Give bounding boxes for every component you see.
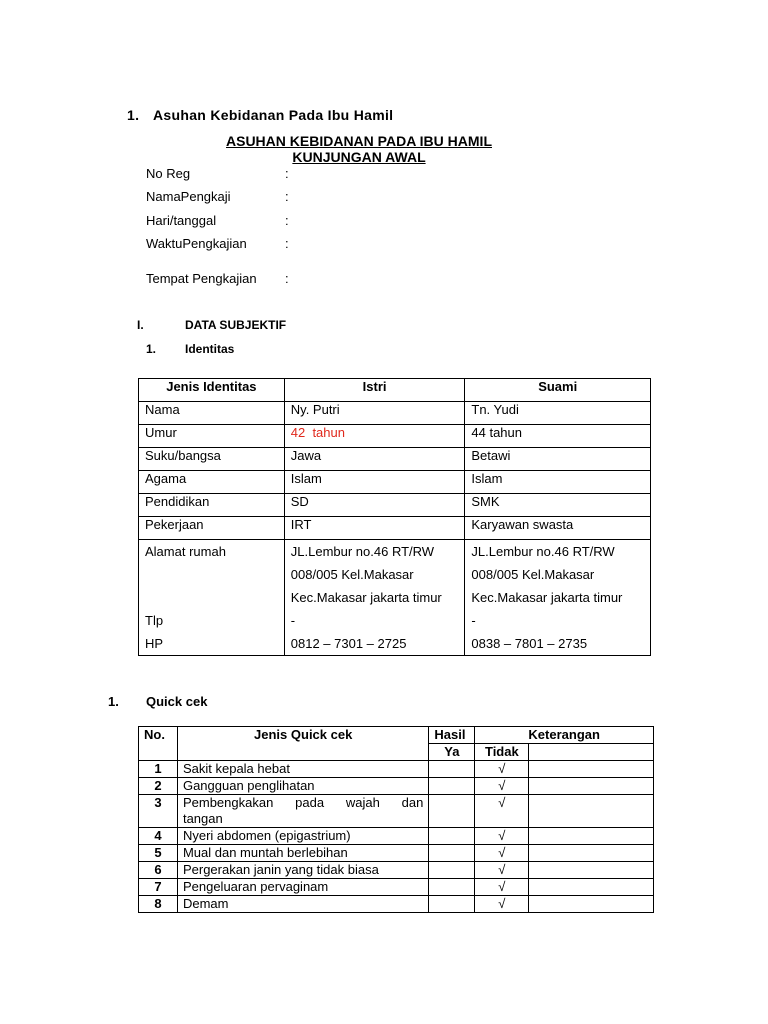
cell-no: 4 bbox=[139, 828, 178, 845]
col-header-hasil: Hasil bbox=[429, 727, 475, 744]
quick-heading-number: 1. bbox=[108, 694, 119, 709]
cell-no: 3 bbox=[139, 795, 178, 828]
table-row bbox=[139, 425, 651, 448]
field-label-nama-pengkaji: NamaPengkaji bbox=[146, 189, 231, 204]
cell-keterangan bbox=[529, 879, 654, 896]
cell-no: 6 bbox=[139, 862, 178, 879]
table-row-alamat bbox=[139, 540, 651, 656]
table-row bbox=[139, 517, 651, 540]
cell-line: 0838 – 7801 – 2735 bbox=[471, 636, 588, 651]
cell-ya bbox=[429, 778, 475, 795]
cell-suami: Karyawan swasta bbox=[465, 517, 651, 540]
cell-tidak-check: √ bbox=[475, 761, 529, 778]
field-sep: : bbox=[285, 166, 289, 181]
cell-ya bbox=[429, 862, 475, 879]
cell-jenis: Agama bbox=[139, 471, 285, 494]
field-label-hari-tanggal: Hari/tanggal bbox=[146, 213, 217, 228]
cell-suami: Betawi bbox=[465, 448, 651, 471]
cell-line: Kec.Makasar jakarta timur bbox=[290, 590, 442, 605]
cell-tidak-check: √ bbox=[475, 879, 529, 896]
cell-jenis: Pendidikan bbox=[139, 494, 285, 517]
cell-tidak-check: √ bbox=[475, 845, 529, 862]
cell-line: JL.Lembur no.46 RT/RW bbox=[290, 544, 435, 559]
cell-jenis: Demam bbox=[177, 896, 428, 913]
cell-suami: Islam bbox=[465, 471, 651, 494]
cell-jenis: Pengeluaran pervaginam bbox=[177, 879, 428, 896]
cell-ya bbox=[429, 879, 475, 896]
cell-keterangan bbox=[529, 795, 654, 828]
cell-keterangan bbox=[529, 778, 654, 795]
section-title: DATA SUBJEKTIF bbox=[185, 318, 287, 332]
identity-table bbox=[138, 378, 651, 656]
field-label-no-reg: No Reg bbox=[146, 166, 191, 181]
cell-suami: SMK bbox=[465, 494, 651, 517]
field-label-tempat-pengkajian: Tempat Pengkajian bbox=[146, 271, 257, 286]
col-header-no: No. bbox=[139, 727, 178, 761]
heading-number: 1. bbox=[127, 107, 140, 123]
cell-tidak-check: √ bbox=[475, 778, 529, 795]
table-row bbox=[139, 402, 651, 425]
cell-keterangan bbox=[529, 845, 654, 862]
cell-suami: 44 tahun bbox=[465, 425, 651, 448]
col-header-tidak: Tidak bbox=[475, 744, 529, 761]
table-header-row bbox=[139, 727, 654, 744]
cell-line bbox=[145, 586, 278, 609]
field-sep: : bbox=[285, 189, 289, 204]
quick-heading-title: Quick cek bbox=[146, 694, 208, 709]
doc-title-line2: KUNJUNGAN AWAL bbox=[292, 149, 426, 165]
table-row bbox=[139, 896, 654, 913]
cell-istri: IRT bbox=[284, 517, 465, 540]
cell-istri: Ny. Putri bbox=[284, 402, 465, 425]
col-header-jenis: Jenis Identitas bbox=[139, 379, 285, 402]
field-sep: : bbox=[285, 213, 289, 228]
subsection-title: Identitas bbox=[185, 342, 235, 356]
cell-line: HP bbox=[145, 636, 164, 651]
cell-tidak-check: √ bbox=[475, 896, 529, 913]
table-row bbox=[139, 778, 654, 795]
field-label-waktu-pengkajian: WaktuPengkajian bbox=[146, 236, 247, 251]
table-header-row bbox=[139, 379, 651, 402]
cell-keterangan bbox=[529, 896, 654, 913]
cell-jenis: Pergerakan janin yang tidak biasa bbox=[177, 862, 428, 879]
cell-istri: Jawa bbox=[284, 448, 465, 471]
cell-istri-multiline bbox=[284, 540, 465, 656]
cell-suami-multiline bbox=[465, 540, 651, 656]
cell-suami: Tn. Yudi bbox=[465, 402, 651, 425]
cell-jenis: Pekerjaan bbox=[139, 517, 285, 540]
cell-keterangan bbox=[529, 761, 654, 778]
section-number: I. bbox=[137, 318, 144, 332]
col-header-blank bbox=[529, 744, 654, 761]
cell-no: 1 bbox=[139, 761, 178, 778]
cell-line: tangan bbox=[182, 811, 223, 826]
cell-line: Kec.Makasar jakarta timur bbox=[471, 590, 623, 605]
cell-ya bbox=[429, 845, 475, 862]
field-sep: : bbox=[285, 271, 289, 286]
cell-no: 7 bbox=[139, 879, 178, 896]
cell-jenis-multiline bbox=[177, 795, 428, 828]
cell-ya bbox=[429, 795, 475, 828]
cell-jenis-multiline bbox=[139, 540, 285, 656]
cell-line bbox=[145, 563, 278, 586]
table-row bbox=[139, 471, 651, 494]
cell-jenis: Sakit kepala hebat bbox=[177, 761, 428, 778]
col-header-istri: Istri bbox=[284, 379, 465, 402]
cell-jenis: Suku/bangsa bbox=[139, 448, 285, 471]
field-sep: : bbox=[285, 236, 289, 251]
cell-keterangan bbox=[529, 862, 654, 879]
cell-no: 2 bbox=[139, 778, 178, 795]
cell-ya bbox=[429, 896, 475, 913]
table-row bbox=[139, 862, 654, 879]
cell-ya bbox=[429, 828, 475, 845]
table-row bbox=[139, 879, 654, 896]
cell-line: - bbox=[290, 613, 296, 628]
cell-jenis: Nama bbox=[139, 402, 285, 425]
doc-title-line1: ASUHAN KEBIDANAN PADA IBU HAMIL bbox=[226, 133, 492, 149]
heading-text: Asuhan Kebidanan Pada Ibu Hamil bbox=[153, 107, 394, 123]
cell-no: 8 bbox=[139, 896, 178, 913]
cell-istri-highlighted: 42 tahun bbox=[284, 425, 465, 448]
cell-istri: SD bbox=[284, 494, 465, 517]
cell-line: 008/005 Kel.Makasar bbox=[290, 567, 414, 582]
cell-line: 0812 – 7301 – 2725 bbox=[290, 636, 407, 651]
cell-tidak-check: √ bbox=[475, 795, 529, 828]
cell-jenis: Umur bbox=[139, 425, 285, 448]
table-row bbox=[139, 795, 654, 828]
col-header-keterangan: Keterangan bbox=[475, 727, 654, 744]
cell-tidak-check: √ bbox=[475, 862, 529, 879]
cell-tidak-check: √ bbox=[475, 828, 529, 845]
cell-line: JL.Lembur no.46 RT/RW bbox=[471, 544, 615, 559]
col-header-jenis: Jenis Quick cek bbox=[177, 727, 428, 761]
table-row bbox=[139, 761, 654, 778]
cell-no: 5 bbox=[139, 845, 178, 862]
cell-line: Pembengkakan pada wajah dan bbox=[182, 795, 424, 810]
cell-line: Tlp bbox=[145, 613, 164, 628]
table-row bbox=[139, 494, 651, 517]
cell-line: Alamat rumah bbox=[145, 544, 226, 559]
cell-line: 008/005 Kel.Makasar bbox=[471, 567, 595, 582]
cell-istri: Islam bbox=[284, 471, 465, 494]
table-row bbox=[139, 845, 654, 862]
cell-jenis: Mual dan muntah berlebihan bbox=[177, 845, 428, 862]
subsection-number: 1. bbox=[146, 342, 157, 356]
table-row bbox=[139, 448, 651, 471]
col-header-ya: Ya bbox=[429, 744, 475, 761]
table-row bbox=[139, 828, 654, 845]
cell-keterangan bbox=[529, 828, 654, 845]
col-header-suami: Suami bbox=[465, 379, 651, 402]
cell-line: - bbox=[471, 613, 476, 628]
cell-jenis: Nyeri abdomen (epigastrium) bbox=[177, 828, 428, 845]
cell-ya bbox=[429, 761, 475, 778]
cell-jenis: Gangguan penglihatan bbox=[177, 778, 428, 795]
quick-check-table bbox=[138, 726, 654, 913]
